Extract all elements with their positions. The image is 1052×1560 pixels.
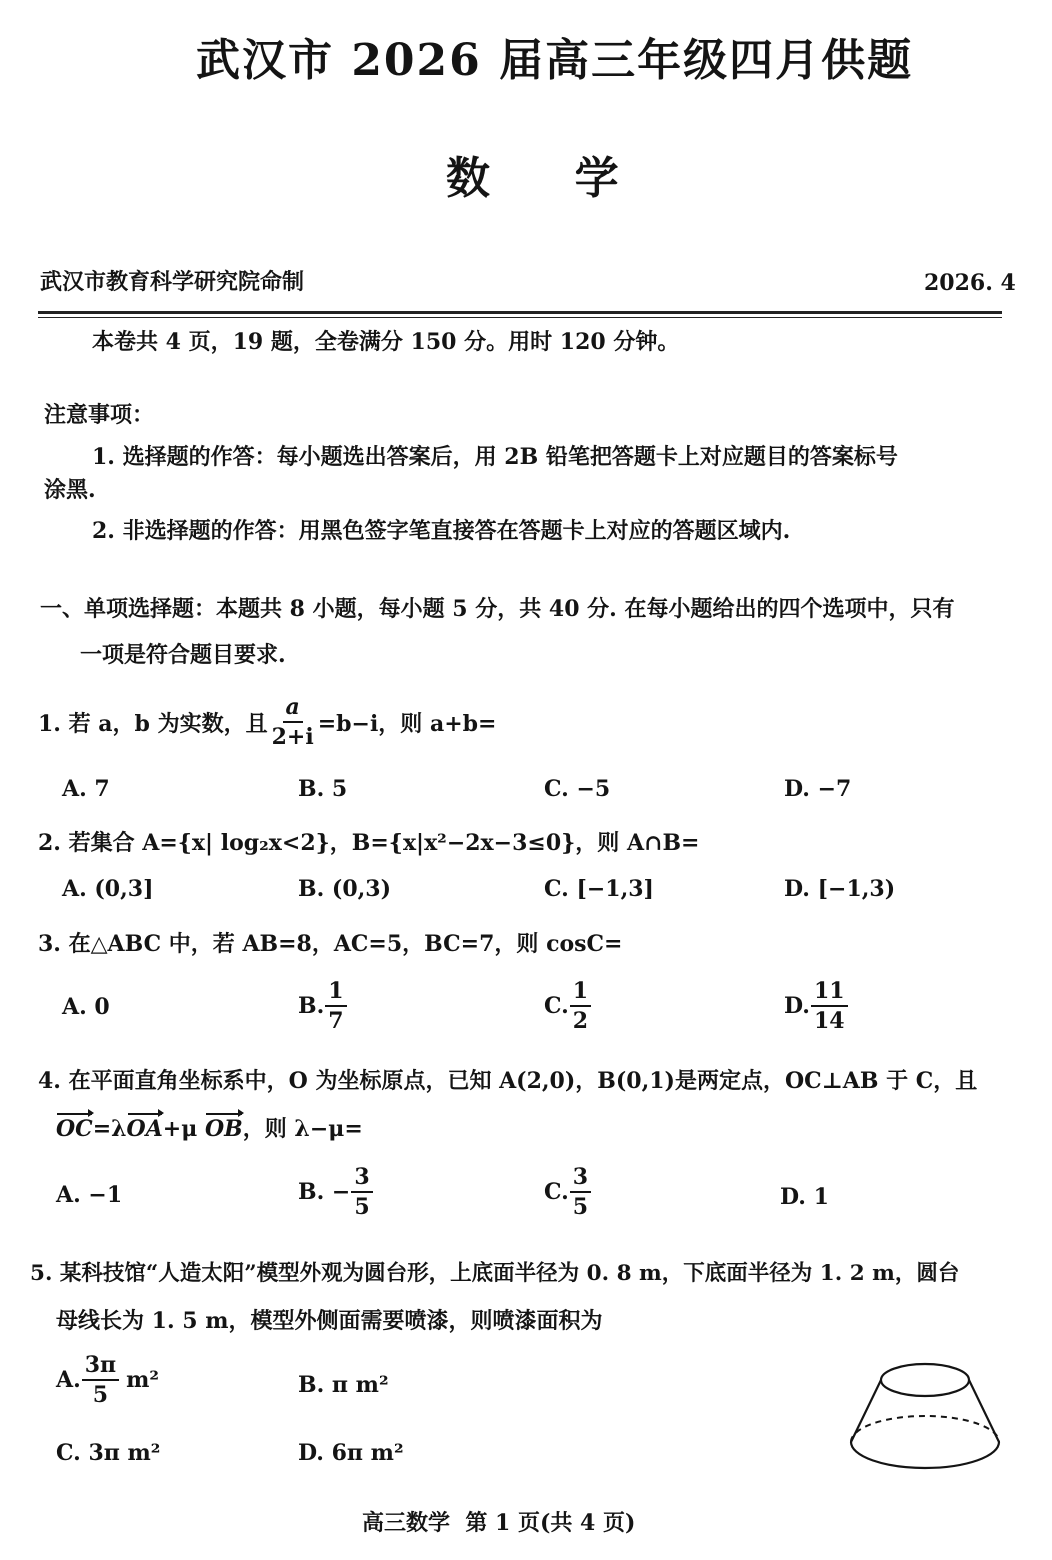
frustum-bottom-visible-arc: [851, 1442, 999, 1468]
q3-option-d-den: 14: [813, 1008, 845, 1034]
exam-date: 2026. 4: [924, 270, 1016, 296]
q3-option-b-label: B.: [298, 993, 325, 1019]
q5-option-d: D. 6π m²: [298, 1440, 404, 1466]
q2-option-c: C. [−1,3]: [544, 876, 654, 902]
q3-option-c-den: 2: [572, 1008, 589, 1034]
q3-option-c-num: 1: [570, 980, 591, 1007]
q5-option-a-label: A.: [56, 1367, 81, 1393]
vector-oa: OA: [126, 1116, 163, 1142]
q4-option-b-num: 3: [351, 1166, 372, 1193]
q4-tail: ，则 λ−μ=: [242, 1116, 363, 1142]
vector-oc: OC: [56, 1116, 93, 1142]
vector-ob: OB: [204, 1116, 243, 1142]
q5-option-b: B. π m²: [298, 1372, 389, 1398]
question-5-stem-cont: 母线长为 1. 5 m，模型外侧面需要喷漆，则喷漆面积为: [56, 1308, 603, 1334]
q2-option-a: A. (0,3]: [62, 876, 154, 902]
q1-option-b: B. 5: [298, 776, 348, 802]
q1-option-c: C. −5: [544, 776, 611, 802]
subject-title: 数 学: [446, 153, 637, 204]
question-4-stem-cont: [56, 1112, 363, 1143]
q3-option-b: [298, 980, 348, 1032]
q3-option-b-num: 1: [325, 980, 346, 1007]
q1-suffix: =b−i，则 a+b=: [317, 710, 497, 737]
q1-prefix: 1. 若 a，b 为实数，且: [38, 710, 268, 737]
q4-option-a: A. −1: [56, 1182, 123, 1208]
q2-option-d: D. [−1,3): [784, 876, 896, 902]
question-4-stem: 4. 在平面直角坐标系中，O 为坐标原点，已知 A(2,0)，B(0,1)是两定点，OC⊥AB 于 C，且: [38, 1068, 978, 1094]
q4-option-b-den: 5: [354, 1194, 370, 1220]
header-rule-thick: [38, 311, 1002, 314]
q4-plus: +μ: [162, 1116, 205, 1142]
exam-intro: 本卷共 4 页，19 题，全卷满分 150 分。用时 120 分钟。: [92, 329, 680, 355]
q1-fraction-num: a: [283, 696, 303, 723]
q5-option-a-unit: m²: [126, 1367, 160, 1393]
q3-option-d-num: 11: [811, 980, 848, 1007]
q3-option-a: A. 0: [62, 994, 110, 1020]
q4-option-c-den: 5: [572, 1194, 589, 1220]
section-1-heading: 一、单项选择题：本题共 8 小题，每小题 5 分，共 40 分. 在每小题给出的四个选项中，只有: [40, 596, 955, 622]
q4-option-b-label: B. −: [298, 1179, 351, 1205]
q4-option-d: D. 1: [780, 1184, 829, 1210]
q3-option-b-den: 7: [328, 1008, 344, 1034]
frustum-bottom-hidden-arc: [851, 1416, 999, 1442]
page-footer: 高三数学 第 1 页(共 4 页): [362, 1510, 636, 1536]
notes-item-2: 2. 非选择题的作答：用黑色签字笔直接答在答题卡上对应的答题区域内.: [92, 518, 791, 544]
notes-item-1: 1. 选择题的作答：每小题选出答案后，用 2B 铅笔把答题卡上对应题目的答案标号: [92, 444, 898, 470]
q3-option-c-label: C.: [544, 993, 569, 1019]
q4-option-c-label: C.: [544, 1179, 569, 1205]
q4-option-b: [298, 1166, 374, 1218]
q1-option-a: A. 7: [62, 776, 110, 802]
q1-fraction-den: 2+i: [271, 724, 314, 750]
frustum-figure: [845, 1358, 1005, 1486]
q5-option-a-den: 5: [92, 1382, 109, 1408]
q3-option-d: [784, 980, 849, 1032]
notes-item-1-cont: 涂黑.: [44, 477, 96, 503]
q4-option-c: [544, 1166, 592, 1218]
q1-option-d: D. −7: [784, 776, 852, 802]
q1-fraction: [269, 696, 317, 748]
section-1-heading-cont: 一项是符合题目要求.: [80, 642, 286, 668]
question-1-stem: [38, 696, 496, 748]
question-5-stem: 5. 某科技馆“人造太阳”模型外观为圆台形，上底面半径为 0. 8 m，下底面半径为 1. 2 m，圆台: [30, 1261, 960, 1286]
q5-option-a: [56, 1354, 159, 1406]
exam-title: 武汉市 2026 届高三年级四月供题: [196, 35, 914, 86]
q4-option-c-num: 3: [570, 1166, 591, 1193]
q3-option-c: [544, 980, 592, 1032]
frustum-left-edge: [851, 1380, 881, 1442]
header-rule-thin: [38, 317, 1002, 318]
q2-option-b: B. (0,3): [298, 876, 392, 902]
question-3-stem: 3. 在△ABC 中，若 AB=8，AC=5，BC=7，则 cosC=: [38, 931, 623, 957]
q5-option-a-num: 3π: [82, 1354, 119, 1381]
q5-option-c: C. 3π m²: [56, 1440, 161, 1466]
notes-heading: 注意事项：: [44, 402, 155, 428]
frustum-top-ellipse: [881, 1364, 969, 1396]
publisher: 武汉市教育科学研究院命制: [40, 269, 305, 295]
question-2-stem: 2. 若集合 A={x| log₂x<2}，B={x|x²−2x−3≤0}，则 A∩B=: [38, 830, 700, 856]
q3-option-d-label: D.: [784, 993, 810, 1019]
q4-eq: =λ: [92, 1116, 127, 1142]
